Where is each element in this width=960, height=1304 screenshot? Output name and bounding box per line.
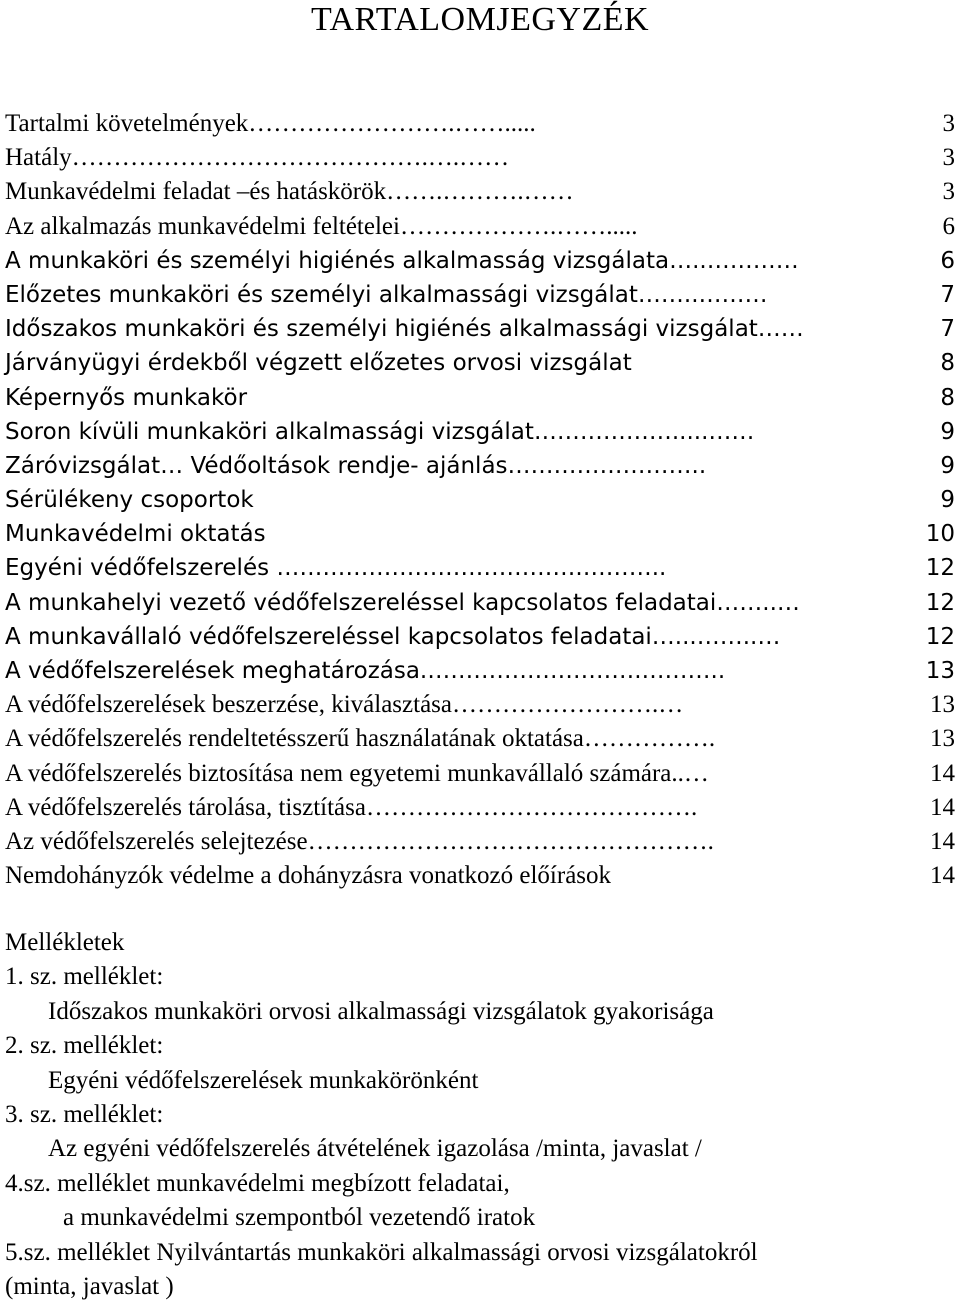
page-title: TARTALOMJEGYZÉK	[310, 1, 650, 38]
toc-entry-page: 9	[940, 452, 955, 479]
toc-entry-text: A védőfelszerelés biztosítása nem egyetemi munkavállaló számára..…	[5, 759, 709, 787]
attachment-line: 2. sz. melléklet:	[5, 1032, 164, 1060]
toc-entry	[5, 654, 955, 688]
toc-entry-text: Sérülékeny csoportok	[5, 487, 254, 514]
toc-entry-text: Munkavédelmi feladat –és hatáskörök…….……….……	[5, 178, 574, 206]
toc-entry	[5, 449, 955, 483]
toc-entry	[5, 175, 955, 209]
toc-entry	[5, 551, 955, 585]
toc-entry-text: A védőfelszerelés rendeltetésszerű használatának oktatása…………….	[5, 725, 716, 753]
toc-entry-page: 3	[942, 144, 955, 172]
toc-entry	[5, 620, 955, 654]
attachment-line: 3. sz. melléklet:	[5, 1100, 164, 1128]
toc-entry	[5, 381, 955, 415]
toc-entry	[5, 859, 955, 893]
toc-entry-text: A munkavállaló védőfelszereléssel kapcsolatos feladatai…...……..…	[5, 623, 781, 650]
toc-entry	[5, 483, 955, 517]
toc-entry-text: Előzetes munkaköri és személyi alkalmassági vizsgálat……..………	[5, 281, 768, 308]
attachment-line: 4.sz. melléklet munkavédelmi megbízott feladatai,	[5, 1169, 510, 1197]
toc-entry	[5, 346, 955, 380]
toc-entry-text: Munkavédelmi oktatás	[5, 521, 266, 548]
attachment-line: Időszakos munkaköri orvosi alkalmassági vizsgálatok gyakorisága	[48, 997, 714, 1025]
toc-entry	[5, 278, 955, 312]
toc-entry-page: 12	[925, 555, 955, 582]
toc-entry-page: 13	[925, 658, 955, 684]
toc-entry-page: 12	[925, 589, 955, 616]
toc-entry-text: A munkahelyi vezető védőfelszereléssel kapcsolatos feladatai……..…	[5, 589, 800, 616]
toc-entry	[5, 825, 955, 859]
toc-entry-text: Képernyős munkakör	[5, 384, 248, 411]
toc-entry-text: Időszakos munkaköri és személyi higiénés alkalmassági vizsgálat……	[5, 316, 804, 343]
attachment-line: a munkavédelmi szempontból vezetendő iratok	[63, 1204, 536, 1232]
toc-entry	[5, 312, 955, 346]
toc-entry	[5, 415, 955, 449]
attachment-line: Az egyéni védőfelszerelés átvételének igazolása /minta, javaslat /	[48, 1135, 702, 1163]
toc-entry-page: 10	[925, 521, 955, 548]
toc-entry-text: A védőfelszerelések beszerzése, kiválasztása…………………….…	[5, 691, 684, 719]
toc-entry	[5, 244, 955, 278]
attachment-line: 1. sz. melléklet:	[5, 963, 164, 991]
toc-entry	[5, 107, 955, 141]
toc-entry-page: 3	[942, 178, 955, 206]
toc-entry-page: 14	[930, 793, 955, 821]
toc-entry	[5, 517, 955, 551]
toc-entry-page: 6	[940, 247, 955, 274]
toc-entry-text: Tartalmi követelmények…………………….…….....	[5, 110, 536, 137]
toc-entry-page: 13	[930, 691, 955, 719]
toc-entry-text: Záróvizsgálat… Védőoltások rendje- ajánlás……………………..	[5, 452, 707, 479]
toc-entry-text: Az védőfelszerelés selejtezése………………………………………….	[5, 827, 714, 855]
attachments-heading: Mellékletek	[5, 929, 125, 956]
toc-entry	[5, 141, 955, 175]
toc-entry-text: Soron kívüli munkaköri alkalmassági vizsgálat……………….....……	[5, 418, 755, 445]
toc-entry-text: A munkaköri és személyi higiénés alkalmasság vizsgálata…..…………	[5, 247, 799, 274]
toc-entry-page: 8	[940, 384, 955, 411]
toc-entry-page: 7	[940, 316, 955, 343]
toc-entry-page: 12	[925, 623, 955, 650]
attachment-line: Egyéni védőfelszerelések munkakörönként	[48, 1066, 479, 1094]
toc-entry-text: Nemdohányzók védelme a dohányzásra vonatkozó előírások	[5, 862, 612, 890]
toc-entry-page: 9	[940, 487, 955, 514]
toc-entry-page: 8	[940, 350, 955, 377]
attachments-section	[5, 926, 955, 1304]
toc-entry	[5, 586, 955, 620]
toc-entry	[5, 757, 955, 791]
attachment-line: (minta, javaslat )	[5, 1272, 174, 1300]
toc-entry-page: 13	[930, 725, 955, 753]
toc-entry-text: Egyéni védőfelszerelés ………………………………….………..	[5, 555, 667, 582]
toc-entry	[5, 722, 955, 756]
toc-entry-text: Járványügyi érdekből végzett előzetes orvosi vizsgálat	[5, 350, 632, 377]
toc-entry	[5, 210, 955, 244]
toc-entry-page: 9	[940, 418, 955, 445]
toc-entry-page: 6	[942, 212, 955, 240]
toc-entry-page: 7	[940, 281, 955, 308]
toc-entry-text: Hatály…………………………………….….……	[5, 144, 510, 172]
attachment-line: 5.sz. melléklet Nyilvántartás munkaköri alkalmassági orvosi vizsgálatokról	[5, 1238, 758, 1266]
toc-entry-text: A védőfelszerelés tárolása, tisztítása………………………………….	[5, 793, 698, 821]
toc-entry	[5, 791, 955, 825]
toc-entry-page: 14	[930, 759, 955, 787]
toc-entry-page: 3	[942, 110, 955, 137]
toc-entry-page: 14	[930, 827, 955, 855]
toc-entry-page: 14	[930, 862, 955, 890]
toc-entry-text: Az alkalmazás munkavédelmi feltételei……………….…….....	[5, 212, 638, 240]
table-of-contents	[5, 107, 955, 893]
toc-entry-text: A védőfelszerelések meghatározása.……………………….………..	[5, 658, 726, 684]
toc-entry	[5, 688, 955, 722]
